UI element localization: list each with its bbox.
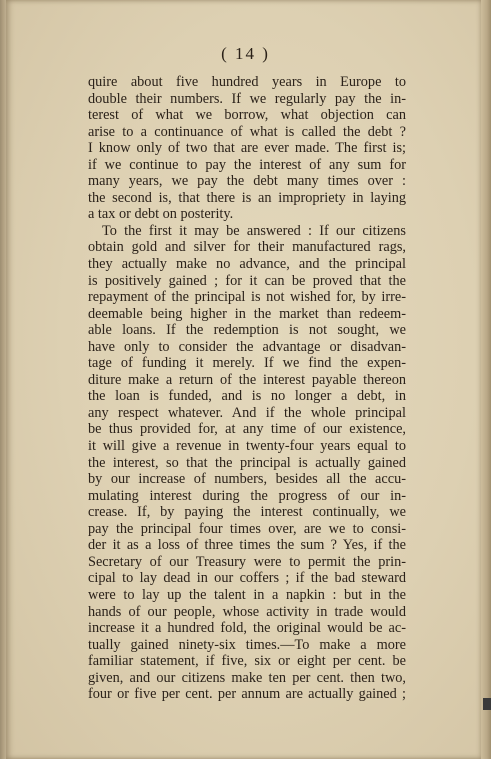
text-line: the interest, so that the principal is actually gained	[88, 454, 406, 471]
text-line: crease. If, by paying the interest continually, we	[88, 504, 406, 521]
text-line: have only to consider the advantage or disadvan-	[88, 338, 406, 355]
text-line: cipal to lay dead in our coffers ; if the bad steward	[88, 570, 406, 587]
text-line: is positively gained ; for it can be proved that the	[88, 272, 406, 289]
text-line: Secretary of our Treasury were to permit the prin-	[88, 553, 406, 570]
text-line: the second is, that there is an impropriety in laying	[88, 189, 406, 206]
text-line: increase it a hundred fold, the original would be ac-	[88, 620, 406, 637]
text-line: if we continue to pay the interest of any sum for	[88, 156, 406, 173]
text-line: To the first it may be answered : If our citizens	[102, 222, 406, 239]
text-line: mulating interest during the progress of our in-	[88, 487, 406, 504]
page-number: ( 14 )	[221, 44, 270, 63]
text-line: der it as a loss of three times the sum ? Yes, if the	[88, 537, 406, 554]
text-line: it will give a revenue in twenty-four years equal to	[88, 438, 406, 455]
body-text	[88, 74, 406, 703]
text-line: double their numbers. If we regularly pay the in-	[88, 90, 406, 107]
text-line: tually gained ninety-six times.—To make a more	[88, 636, 406, 653]
text-line: pay the principal four times over, are we to consi-	[88, 520, 406, 537]
text-line: familiar statement, if five, six or eight per cent. be	[88, 653, 406, 670]
text-line: diture make a return of the interest payable thereon	[88, 371, 406, 388]
text-line: any respect whatever. And if the whole principal	[88, 404, 406, 421]
text-line: by our increase of numbers, besides all the accu-	[88, 471, 406, 488]
text-line: were to lay up the talent in a napkin : but in the	[88, 586, 406, 603]
text-line: the loan is funded, and is no longer a debt, in	[88, 388, 406, 405]
text-line: quire about five hundred years in Europe to	[88, 74, 406, 90]
text-line: deemable being higher in the market than redeem-	[88, 305, 406, 322]
edge-tab-marker	[483, 698, 491, 710]
text-line: they actually make no advance, and the principal	[88, 256, 406, 273]
text-line: given, and our citizens make ten per cent. then two,	[88, 669, 406, 686]
text-line: I know only of two that are ever made. The first is;	[88, 140, 406, 157]
text-line: terest of what we borrow, what objection can	[88, 107, 406, 124]
text-line: be thus provided for, at any time of our existence,	[88, 421, 406, 438]
text-line: obtain gold and silver for their manufactured rags,	[88, 239, 406, 256]
text-line: tage of funding it merely. If we find the expen-	[88, 355, 406, 372]
page-edge	[481, 0, 491, 759]
text-line: four or five per cent. per annum are actually gained ;	[88, 686, 406, 703]
text-line: hands of our people, whose activity in trade would	[88, 603, 406, 620]
text-line: a tax or debt on posterity.	[88, 206, 234, 223]
text-line: arise to a continuance of what is called the debt ?	[88, 123, 406, 140]
text-line: repayment of the principal is not wished for, by irre-	[88, 289, 406, 306]
text-line: many years, we pay the debt many times over :	[88, 173, 406, 190]
text-line: able loans. If the redemption is not sought, we	[88, 322, 406, 339]
